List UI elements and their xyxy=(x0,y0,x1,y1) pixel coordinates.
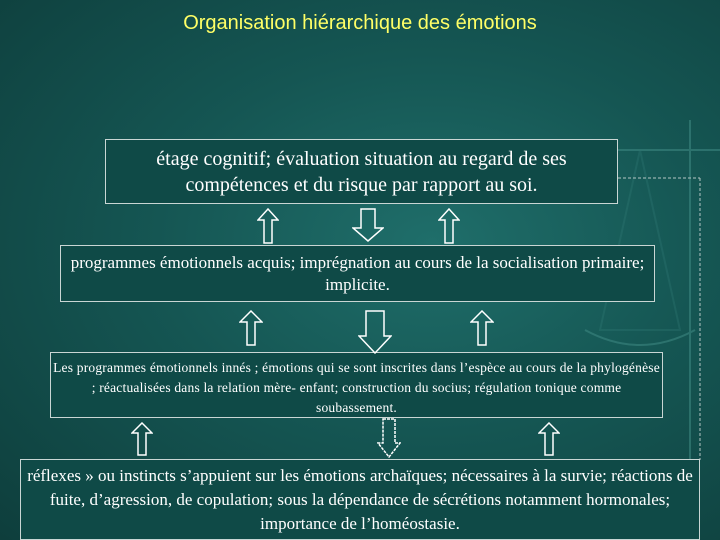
reflexes-text: réflexes » ou instincts s’appuient sur les émotions archaïques; nécessaires à la survie; réactions de fuite, d’agression, de copulation; sous la dépendance de sécrétions notamment hormonales; importance de l’homéostasie. xyxy=(27,466,693,533)
up-arrow-icon xyxy=(538,422,560,456)
page-title: Organisation hiérarchique des émotions xyxy=(183,12,537,34)
reflexes-box xyxy=(20,459,700,540)
down-arrow-icon xyxy=(352,208,384,242)
up-arrow-icon xyxy=(257,208,279,244)
acquired-programs-box xyxy=(60,245,655,302)
up-arrow-icon xyxy=(470,310,494,346)
down-arrow-icon xyxy=(358,310,392,354)
down-arrow-icon xyxy=(377,418,401,458)
cognitive-level-text: étage cognitif; évaluation situation au regard de ses compétences et du risque par rapport au soi. xyxy=(156,148,567,196)
acquired-programs-text: programmes émotionnels acquis; imprégnation au cours de la socialisation primaire; implicite. xyxy=(70,253,645,294)
up-arrow-icon xyxy=(131,422,153,456)
cognitive-level-box xyxy=(105,139,618,204)
innate-programs-text: Les programmes émotionnels innés ; émotions qui se sont inscrites dans l’espèce au cours de la phylogénèse ; réactualisées dans la relation mère- enfant; construction du socius; régulation tonique comme soubassement. xyxy=(53,360,660,415)
up-arrow-icon xyxy=(239,310,263,346)
up-arrow-icon xyxy=(438,208,460,244)
innate-programs-box xyxy=(50,352,663,418)
